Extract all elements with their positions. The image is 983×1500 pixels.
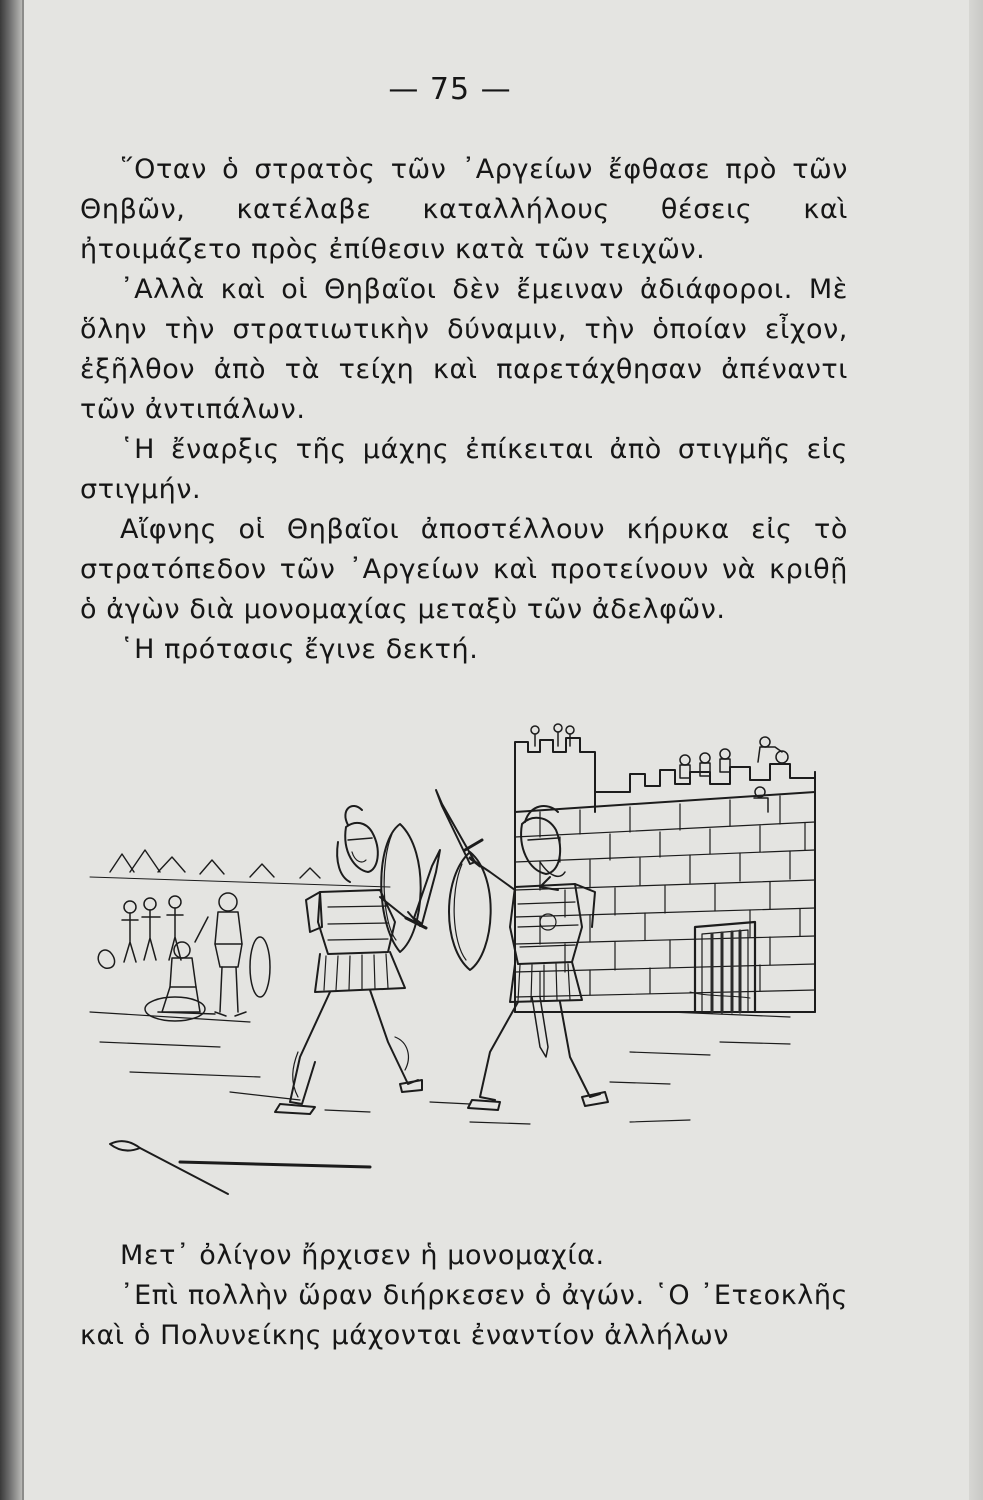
- paragraph-5: ῾Η πρότασις ἔγινε δεκτή.: [120, 634, 479, 665]
- background-soldiers: [98, 893, 270, 1021]
- paragraph-1: ῞Οταν ὁ στρατὸς τῶν ᾿Αργείων ἔφθασε πρὸ τῶν Θηβῶν, κατέλαβε καταλλήλους θέσεις καὶ ἠτοιμάζετο πρὸς ἐπίθεσιν κατὰ τῶν τειχῶν.: [80, 154, 848, 265]
- paragraph-2: ᾿Αλλὰ καὶ οἱ Θηβαῖοι δὲν ἔμειναν ἀδιάφοροι. Μὲ ὅλην τὴν στρατιωτικὴν δύναμιν, τὴν ὁποίαν εἶχον, ἐξῆλθον ἀπὸ τὰ τείχη καὶ παρετάχθησαν ἀπέναντι τῶν ἀντιπάλων.: [80, 274, 848, 425]
- paragraph-4: Αἴφνης οἱ Θηβαῖοι ἀποστέλλουν κήρυκα εἰς τὸ στρατόπεδον τῶν ᾿Αργείων καὶ προτείνουν νὰ κριθῇ ὁ ἀγὼν διὰ μονομαχίας μεταξὺ τῶν ἀδελφῶν.: [80, 514, 848, 625]
- city-wall: [515, 724, 815, 1012]
- fallen-spear: [110, 1141, 370, 1194]
- left-warrior: [275, 806, 440, 1114]
- text-block-top: [80, 150, 848, 670]
- text-block-bottom: [80, 1236, 848, 1356]
- paragraph-7: ᾿Επὶ πολλὴν ὥραν διήρκεσεν ὁ ἀγών. ῾Ο ᾿Ετεοκλῆς καὶ ὁ Πολυνείκης μάχονται ἐναντίον ἀλλήλων: [80, 1280, 848, 1351]
- paragraph-3: ῾Η ἔναρξις τῆς μάχης ἐπίκειται ἀπὸ στιγμῆς εἰς στιγμήν.: [80, 434, 848, 505]
- paragraph-6: Μετ᾿ ὀλίγον ἤρχισεν ἡ μονομαχία.: [120, 1240, 605, 1271]
- right-warrior: [436, 790, 608, 1110]
- page-right-edge: [969, 0, 983, 1500]
- duel-illustration: [70, 712, 860, 1212]
- page-gutter-edge: [22, 0, 24, 1500]
- book-spine-shadow: [0, 0, 22, 1500]
- distant-tents: [90, 850, 390, 887]
- page-number: — 75 —: [388, 72, 512, 107]
